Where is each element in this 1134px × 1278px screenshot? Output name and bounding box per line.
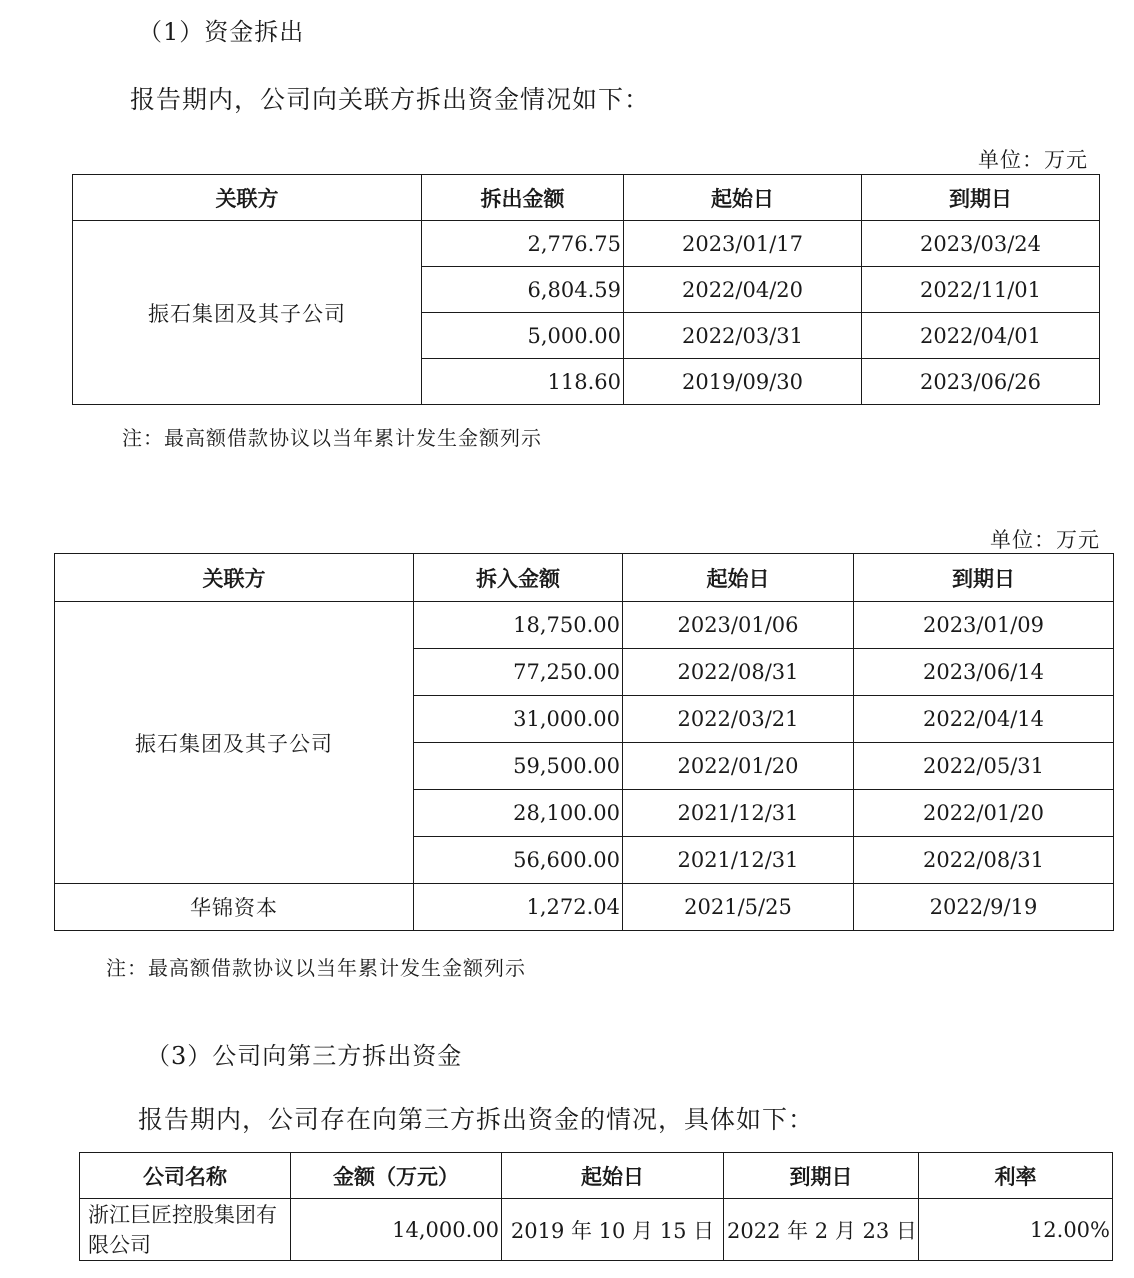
amount-cell: 18,750.00 bbox=[414, 602, 623, 649]
amount-cell: 1,272.04 bbox=[414, 884, 623, 931]
section1-unit: 单位：万元 bbox=[978, 148, 1088, 172]
header-interest-rate: 利率 bbox=[919, 1153, 1113, 1199]
header-company-name: 公司名称 bbox=[80, 1153, 291, 1199]
start-date-cell: 2021/5/25 bbox=[623, 884, 854, 931]
start-date-cell: 2022/03/21 bbox=[623, 696, 854, 743]
end-date-cell: 2023/06/26 bbox=[862, 359, 1100, 405]
end-date-cell: 2023/06/14 bbox=[854, 649, 1114, 696]
start-date-cell: 2022/04/20 bbox=[624, 267, 862, 313]
section1-intro: 报告期内，公司向关联方拆出资金情况如下： bbox=[130, 85, 651, 114]
related-party-borrowing-table bbox=[54, 553, 1114, 931]
header-start-date: 起始日 bbox=[624, 175, 862, 221]
amount-cell: 31,000.00 bbox=[414, 696, 623, 743]
end-date-cell: 2022/9/19 bbox=[854, 884, 1114, 931]
header-end-date: 到期日 bbox=[862, 175, 1100, 221]
amount-cell: 77,250.00 bbox=[414, 649, 623, 696]
header-start-date: 起始日 bbox=[623, 554, 854, 602]
amount-cell: 2,776.75 bbox=[422, 221, 624, 267]
header-related-party: 关联方 bbox=[55, 554, 414, 602]
table-row bbox=[55, 884, 1114, 931]
header-start-date: 起始日 bbox=[502, 1153, 724, 1199]
interest-rate-cell: 12.00% bbox=[919, 1199, 1113, 1261]
start-date-cell: 2023/01/06 bbox=[623, 602, 854, 649]
related-party-cell: 振石集团及其子公司 bbox=[55, 602, 414, 884]
end-date-cell: 2023/03/24 bbox=[862, 221, 1100, 267]
end-date-cell: 2022/05/31 bbox=[854, 743, 1114, 790]
table-row bbox=[80, 1199, 1113, 1261]
section2-unit: 单位：万元 bbox=[990, 528, 1100, 552]
amount-cell: 118.60 bbox=[422, 359, 624, 405]
section3-heading: （3）公司向第三方拆出资金 bbox=[146, 1042, 463, 1070]
start-date-cell: 2019/09/30 bbox=[624, 359, 862, 405]
start-date-cell: 2023/01/17 bbox=[624, 221, 862, 267]
start-date-cell: 2022/03/31 bbox=[624, 313, 862, 359]
header-lending-amount: 拆出金额 bbox=[422, 175, 624, 221]
end-date-cell: 2022/04/01 bbox=[862, 313, 1100, 359]
amount-cell: 5,000.00 bbox=[422, 313, 624, 359]
start-date-cell: 2021/12/31 bbox=[623, 837, 854, 884]
end-date-cell: 2022/08/31 bbox=[854, 837, 1114, 884]
header-borrowing-amount: 拆入金额 bbox=[414, 554, 623, 602]
section3-intro: 报告期内，公司存在向第三方拆出资金的情况，具体如下： bbox=[138, 1105, 815, 1134]
end-date-cell: 2022/01/20 bbox=[854, 790, 1114, 837]
end-date-cell: 2022/11/01 bbox=[862, 267, 1100, 313]
table-row bbox=[55, 602, 1114, 649]
start-date-cell: 2021/12/31 bbox=[623, 790, 854, 837]
amount-cell: 56,600.00 bbox=[414, 837, 623, 884]
header-related-party: 关联方 bbox=[73, 175, 422, 221]
end-date-cell: 2022/04/14 bbox=[854, 696, 1114, 743]
related-party-cell: 华锦资本 bbox=[55, 884, 414, 931]
start-date-cell: 2022/01/20 bbox=[623, 743, 854, 790]
header-amount: 金额（万元） bbox=[291, 1153, 502, 1199]
end-date-cell: 2022 年 2 月 23 日 bbox=[724, 1199, 919, 1261]
header-end-date: 到期日 bbox=[854, 554, 1114, 602]
amount-cell: 6,804.59 bbox=[422, 267, 624, 313]
amount-cell: 14,000.00 bbox=[291, 1199, 502, 1261]
amount-cell: 59,500.00 bbox=[414, 743, 623, 790]
start-date-cell: 2019 年 10 月 15 日 bbox=[502, 1199, 724, 1261]
section1-note: 注：最高额借款协议以当年累计发生金额列示 bbox=[122, 426, 542, 450]
related-party-cell: 振石集团及其子公司 bbox=[73, 221, 422, 405]
company-name-cell: 浙江巨匠控股集团有限公司 bbox=[80, 1199, 291, 1261]
table-row bbox=[73, 221, 1100, 267]
related-party-lending-table bbox=[72, 174, 1100, 405]
end-date-cell: 2023/01/09 bbox=[854, 602, 1114, 649]
amount-cell: 28,100.00 bbox=[414, 790, 623, 837]
start-date-cell: 2022/08/31 bbox=[623, 649, 854, 696]
header-end-date: 到期日 bbox=[724, 1153, 919, 1199]
section1-heading: （1）资金拆出 bbox=[138, 18, 305, 46]
third-party-lending-table bbox=[79, 1152, 1113, 1261]
section2-note: 注：最高额借款协议以当年累计发生金额列示 bbox=[106, 956, 526, 980]
